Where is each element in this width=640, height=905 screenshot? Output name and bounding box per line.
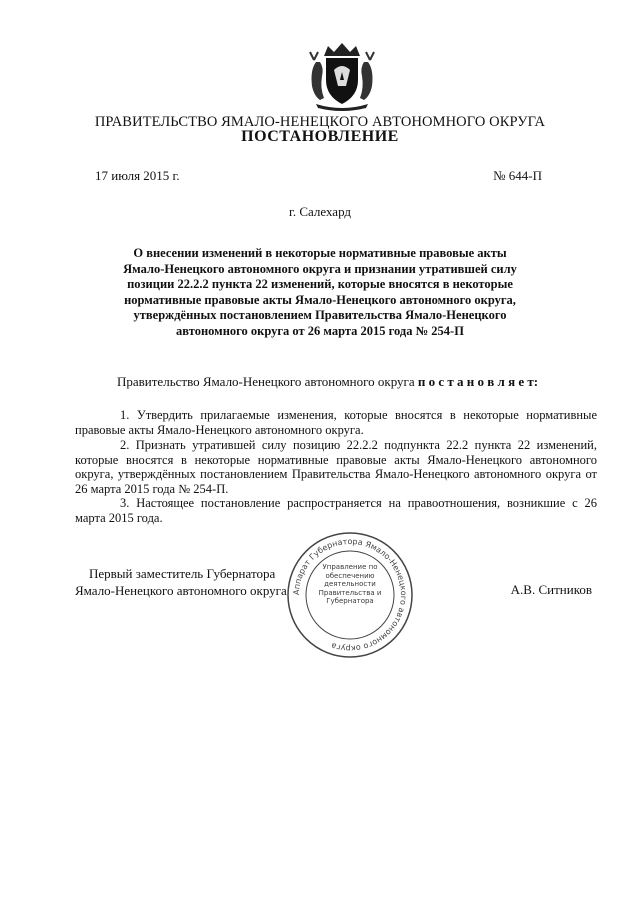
paragraph-1: 1. Утвердить прилагаемые изменения, которые вносятся в некоторые нормативные правовые акты Ямало-Ненецкого автономного округа.: [75, 408, 597, 437]
signer-position-line-1: Первый заместитель Губернатора: [89, 566, 276, 581]
coat-of-arms-icon: [302, 40, 382, 112]
signer-position-line-2: Ямало-Ненецкого автономного округа: [75, 583, 287, 598]
preamble-verb: п о с т а н о в л я е т:: [417, 374, 539, 389]
signer-name: А.В. Ситников: [510, 582, 592, 597]
paragraph-2: 2. Признать утратившей силу позицию 22.2.2 подпункта 22.2 пункта 22 изменений, которые вносятся в некоторые нормативные правовые акты Ямало-Ненецкого автономного округа, утверждённых постановлением Правительства Ямало-Ненецкого автономного округа от 26 марта 2015 года № 254-П.: [75, 438, 597, 496]
preamble: [117, 374, 538, 390]
document-heading: О внесении изменений в некоторые нормативные правовые акты Ямало-Ненецкого автономного округа и признании утратившей силу позиции 22.2.2 пункта 22 изменений, которые вносятся в некоторые нормативные правовые акты Ямало-Ненецкого автономного округа, утверждённых постановлением Правительства Ямало-Ненецкого автономного округа от 26 марта 2015 года № 254-П: [123, 246, 517, 338]
document-type: ПОСТАНОВЛЕНИЕ: [241, 128, 399, 145]
stamp-center-text: Управление по обеспечению деятельности Правительства и Губернатора: [318, 563, 382, 605]
preamble-text: Правительство Ямало-Ненецкого автономного округа: [117, 374, 418, 389]
signer-position: [75, 565, 287, 599]
government-title: ПРАВИТЕЛЬСТВО ЯМАЛО-НЕНЕЦКОГО АВТОНОМНОГО ОКРУГА: [94, 114, 546, 130]
paragraph-3: 3. Настоящее постановление распространяется на правоотношения, возникшие с 26 марта 2015 года.: [75, 496, 597, 525]
document-city: г. Салехард: [288, 204, 352, 219]
document-date: 17 июля 2015 г.: [95, 168, 180, 183]
stamp-ring-text: Аппарат Губернатора Ямало-Ненецкого автономного округа: [291, 536, 409, 654]
document-number: № 644-П: [493, 168, 542, 183]
